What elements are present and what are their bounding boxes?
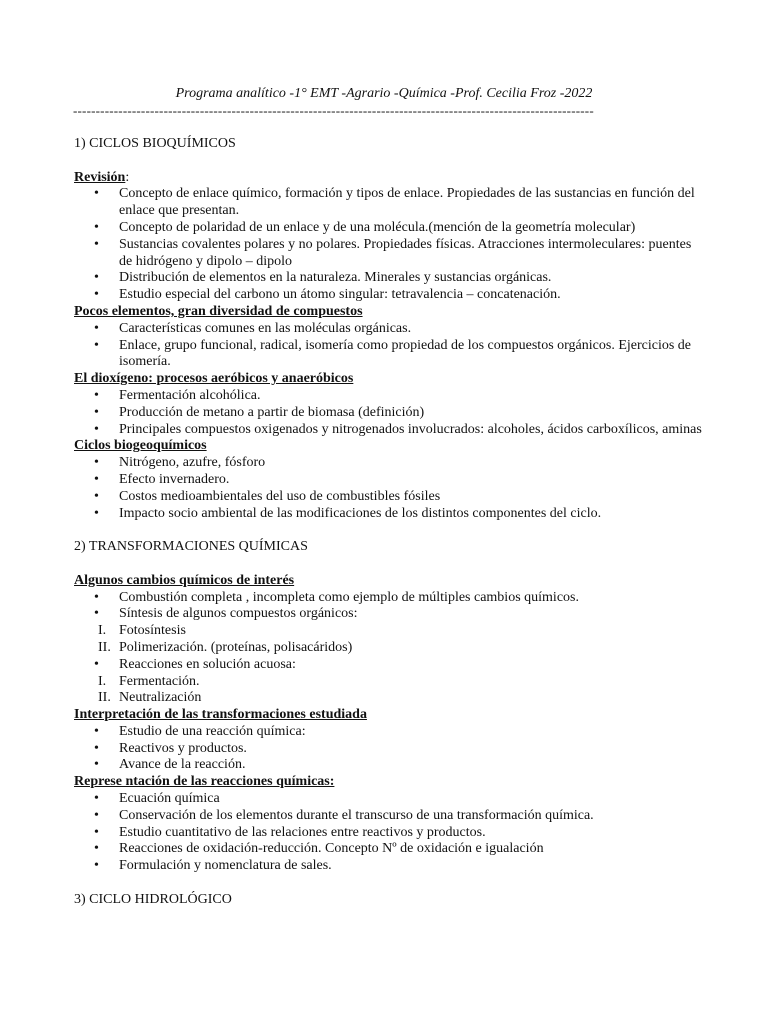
roman-numeral-marker: II. [98,690,111,706]
list-item [74,472,704,489]
list-item [74,220,704,237]
bullet-marker: • [94,824,99,840]
list-item-text: Estudio cuantitativo de las relaciones entre reactivos y productos. [119,824,486,840]
list-item [74,422,704,439]
list-item [74,808,704,825]
list-item [74,757,704,774]
list-item-text: Neutralización [119,690,202,706]
document-body [74,136,704,925]
list-item [74,338,704,372]
list-item [74,606,704,623]
bullet-marker: • [94,287,99,303]
list-item [74,674,704,691]
list-item [74,640,704,657]
list-item [74,506,704,523]
bullet-marker: • [94,219,99,235]
bullet-list [74,791,704,875]
bullet-marker: • [94,740,99,756]
list-item [74,489,704,506]
list-item-text: Estudio de una reacción química: [119,723,306,739]
list-item-text: Síntesis de algunos compuestos orgánicos: [119,606,358,622]
list-item-text: Concepto de enlace químico, formación y tipos de enlace. Propiedades de las sustancias en función del enlace que presentan. [119,186,695,219]
list-item [74,186,704,220]
list-item-text: Formulación y nomenclatura de sales. [119,858,332,874]
bullet-marker: • [94,404,99,420]
list-item-text: Reacciones en solución acuosa: [119,656,296,672]
list-item-text: Impacto socio ambiental de las modificaciones de los distintos componentes del ciclo. [119,505,602,521]
bullet-list [74,455,704,522]
bullet-marker: • [94,471,99,487]
bullet-marker: • [94,723,99,739]
list-item-text: Efecto invernadero. [119,471,230,487]
list-item [74,657,704,674]
bullet-marker: • [94,320,99,336]
bullet-marker: • [94,387,99,403]
subsection-heading: Revisión: [74,169,130,185]
list-item-text: Producción de metano a partir de biomasa (definición) [119,404,425,420]
roman-numeral-marker: I. [98,623,107,639]
list-item [74,321,704,338]
list-item [74,858,704,875]
bullet-list [74,321,704,371]
list-item-text: Distribución de elementos en la naturaleza. Minerales y sustancias orgánicas. [119,270,552,286]
list-item-text: Concepto de polaridad de un enlace y de una molécula.(mención de la geometría molecular) [119,219,636,235]
header-divider: ------------------------------------------------------------------------------------------------------------------- [73,103,594,118]
roman-numeral-marker: II. [98,639,111,655]
list-item [74,623,704,640]
bullet-marker: • [94,455,99,471]
bullet-marker: • [94,505,99,521]
section-spacer [74,875,704,892]
bullet-marker: • [94,807,99,823]
list-item [74,741,704,758]
list-item [74,455,704,472]
bullet-marker: • [94,791,99,807]
list-item [74,237,704,271]
subsection-heading: Algunos cambios químicos de interés [74,572,295,588]
list-item-text: Características comunes en las moléculas orgánicas. [119,320,412,336]
list-item-text: Nitrógeno, azufre, fósforo [119,455,266,471]
bullet-list [74,388,704,438]
list-item [74,590,704,607]
list-item [74,405,704,422]
list-item-text: Reacciones de oxidación-reducción. Concepto Nº de oxidación e igualación [119,841,544,857]
list-item-text: Estudio especial del carbono un átomo singular: tetravalencia – concatenación. [119,287,561,303]
list-item-text: Conservación de los elementos durante el transcurso de una transformación química. [119,807,594,823]
list-item [74,825,704,842]
list-item [74,270,704,287]
bullet-marker: • [94,337,99,353]
subsection-heading: Interpretación de las transformaciones estudiada [74,707,367,723]
bullet-marker: • [94,656,99,672]
bullet-list [74,590,704,708]
list-item [74,791,704,808]
list-item-text: Combustión completa , incompleta como ejemplo de múltiples cambios químicos. [119,589,579,605]
list-item-text: Polimerización. (proteínas, polisacáridos) [119,639,353,655]
subsection-heading: El dioxígeno: procesos aeróbicos y anaeróbicos [74,371,354,387]
list-item-text: Costos medioambientales del uso de combustibles fósiles [119,488,441,504]
section-title: 1) CICLOS BIOQUÍMICOS [74,136,236,151]
bullet-marker: • [94,841,99,857]
document-header: Programa analítico -1° EMT -Agrario -Química -Prof. Cecilia Froz -2022 [175,86,593,101]
bullet-marker: • [94,236,99,252]
bullet-marker: • [94,757,99,773]
bullet-marker: • [94,606,99,622]
bullet-marker: • [94,186,99,202]
section-title: 3) CICLO HIDROLÓGICO [74,891,232,907]
list-item-text: Sustancias covalentes polares y no polares. Propiedades físicas. Atracciones intermoleculares: puentes de hidrógeno y dipolo – dipolo [119,236,692,269]
list-item-text: Fermentación alcohólica. [119,387,261,403]
bullet-marker: • [94,421,99,437]
list-item-text: Principales compuestos oxigenados y nitrogenados involucrados: alcoholes, ácidos carboxílicos, aminas [119,421,702,437]
bullet-marker: • [94,488,99,504]
subsection-heading: Represe ntación de las reacciones químicas: [74,774,335,790]
list-item-text: Fermentación. [119,673,200,689]
subsection-heading: Pocos elementos, gran diversidad de compuestos [74,303,363,319]
bullet-marker: • [94,858,99,874]
list-item [74,841,704,858]
bullet-list [74,724,704,774]
list-item [74,690,704,707]
bullet-marker: • [94,589,99,605]
list-item-text: Avance de la reacción. [119,757,246,773]
section-spacer [74,522,704,539]
subsection-heading: Ciclos biogeoquímicos [74,438,207,454]
list-item-text: Fotosíntesis [119,623,186,639]
bullet-list [74,186,704,304]
section-title: 2) TRANSFORMACIONES QUÍMICAS [74,539,308,555]
list-item-text: Enlace, grupo funcional, radical, isomería como propiedad de los compuestos orgánicos. Ejercicios de isomería. [119,337,692,370]
roman-numeral-marker: I. [98,673,107,689]
list-item [74,388,704,405]
list-item-text: Reactivos y productos. [119,740,247,756]
bullet-marker: • [94,270,99,286]
list-item [74,287,704,304]
list-item [74,724,704,741]
list-item-text: Ecuación química [119,791,220,807]
